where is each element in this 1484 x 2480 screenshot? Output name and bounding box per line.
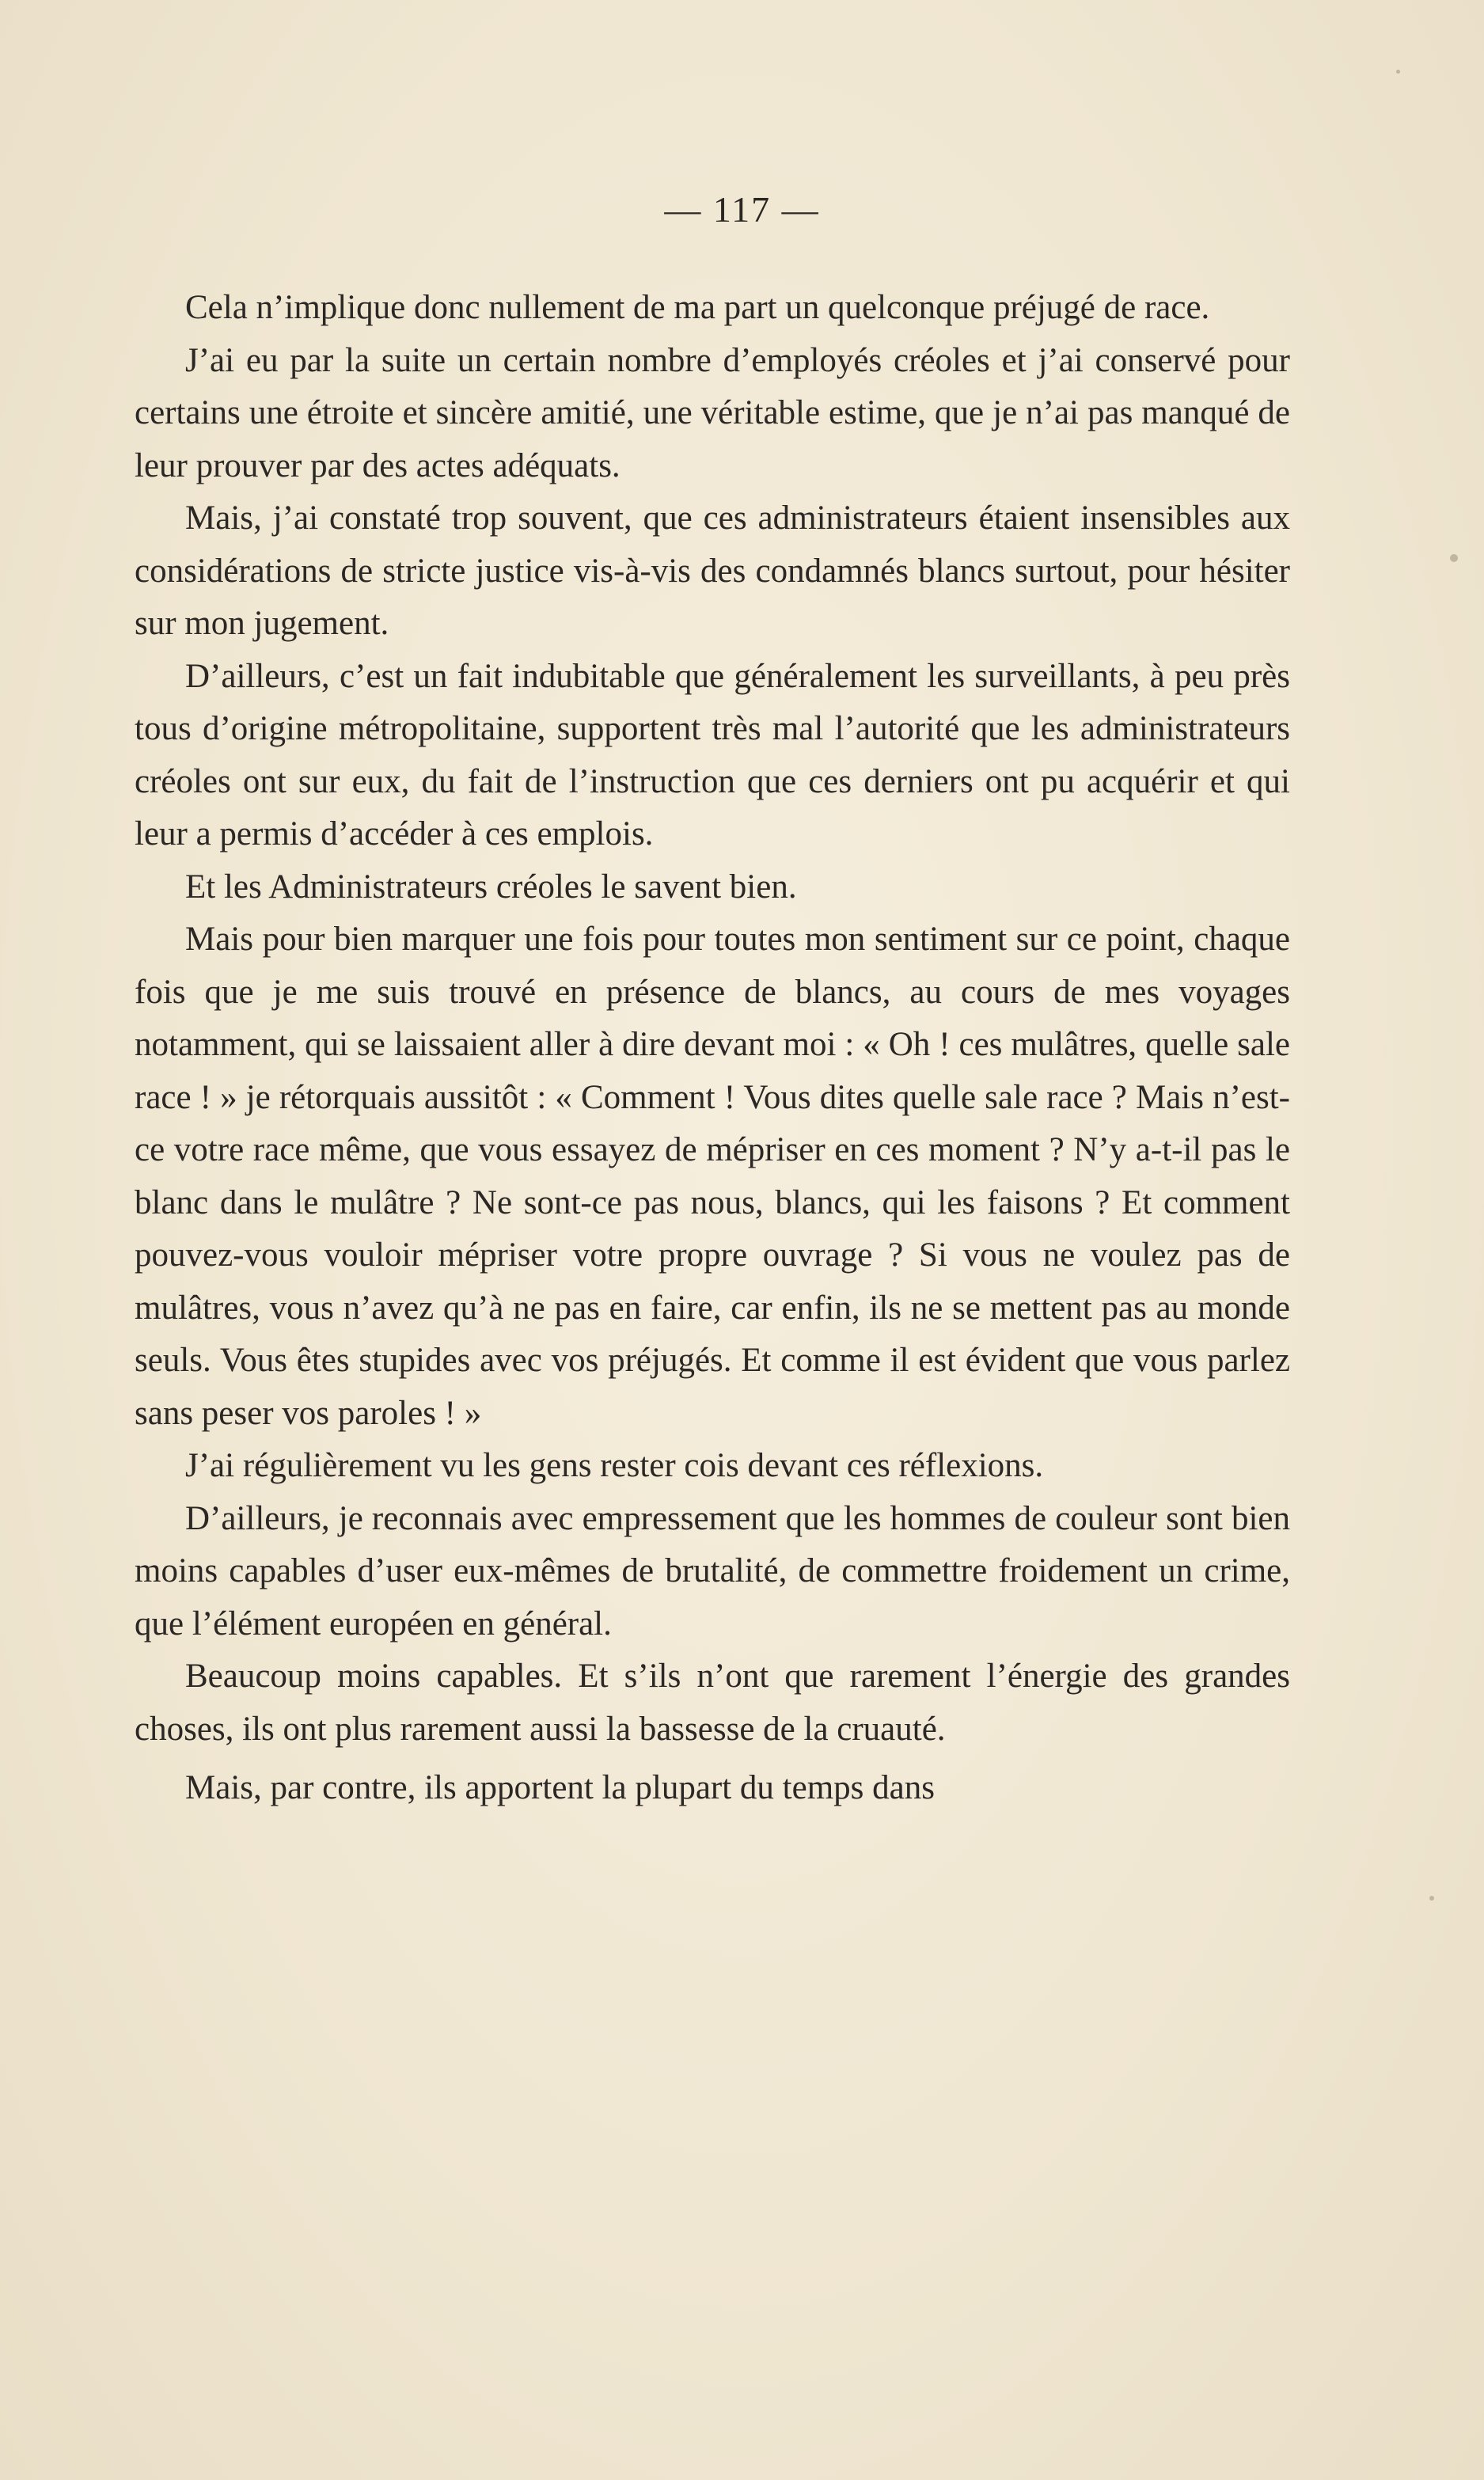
body-text [135, 282, 1290, 1815]
paragraph: D’ailleurs, je reconnais avec empressement que les hommes de couleur sont bien moins capables d’user eux-mêmes de brutalité, de commettre froidement un crime, que l’élément européen en général. [135, 1499, 1290, 1643]
paragraph: Et les Administrateurs créoles le savent bien. [185, 868, 797, 906]
paper-speck [1429, 1896, 1434, 1901]
paragraph: J’ai eu par la suite un certain nombre d’employés créoles et j’ai conservé pour certains une étroite et sincère amitié, une véritable estime, que je n’ai pas manqué de leur prouver par des actes adéquats. [135, 341, 1290, 484]
page-number: — 117 — [664, 189, 820, 230]
paper-speck [1396, 70, 1400, 74]
paragraph: Mais pour bien marquer une fois pour toutes mon sentiment sur ce point, chaque fois que je me suis trouvé en présence de blancs, au cours de mes voyages notamment, qui se laissaient aller à dire devant moi : « Oh ! ces mulâtres, quelle sale race ! » je rétorquais aussitôt : « Comment ! Vous dites quelle sale race ? Mais n’est-ce votre race même, que vous essayez de mépriser en ces moment ? N’y a-t-il pas le blanc dans le mulâtre ? Ne sont-ce pas nous, blancs, qui les faisons ? Et comment pouvez-vous vouloir mépriser votre propre ouvrage ? Si vous ne voulez pas de mulâtres, vous n’avez qu’à ne pas en faire, car enfin, ils ne se mettent pas au monde seuls. Vous êtes stupides avec vos préjugés. Et comme il est évident que vous parlez sans peser vos paroles ! » [135, 921, 1290, 1432]
paragraph: Mais, j’ai constaté trop souvent, que ces administrateurs étaient insensibles aux considérations de stricte justice vis-à-vis des condamnés blancs surtout, pour hésiter sur mon jugement. [135, 499, 1290, 642]
paragraph: D’ailleurs, c’est un fait indubitable que généralement les surveillants, à peu près tous d’origine métropolitaine, supportent très mal l’autorité que les administrateurs créoles ont sur eux, du fait de l’instruction que ces derniers ont pu acquérir et qui leur a permis d’accéder à ces emplois. [135, 657, 1290, 853]
paragraph: Cela n’implique donc nullement de ma part un quelconque préjugé de race. [185, 289, 1210, 326]
paragraph: J’ai régulièrement vu les gens rester cois devant ces réflexions. [185, 1447, 1044, 1484]
paragraph: Beaucoup moins capables. Et s’ils n’ont que rarement l’énergie des grandes choses, ils ont plus rarement aussi la bassesse de la cruauté. [135, 1658, 1290, 1748]
paper-speck [1450, 554, 1458, 562]
paragraph: Mais, par contre, ils apportent la plupart du temps dans [185, 1769, 935, 1806]
